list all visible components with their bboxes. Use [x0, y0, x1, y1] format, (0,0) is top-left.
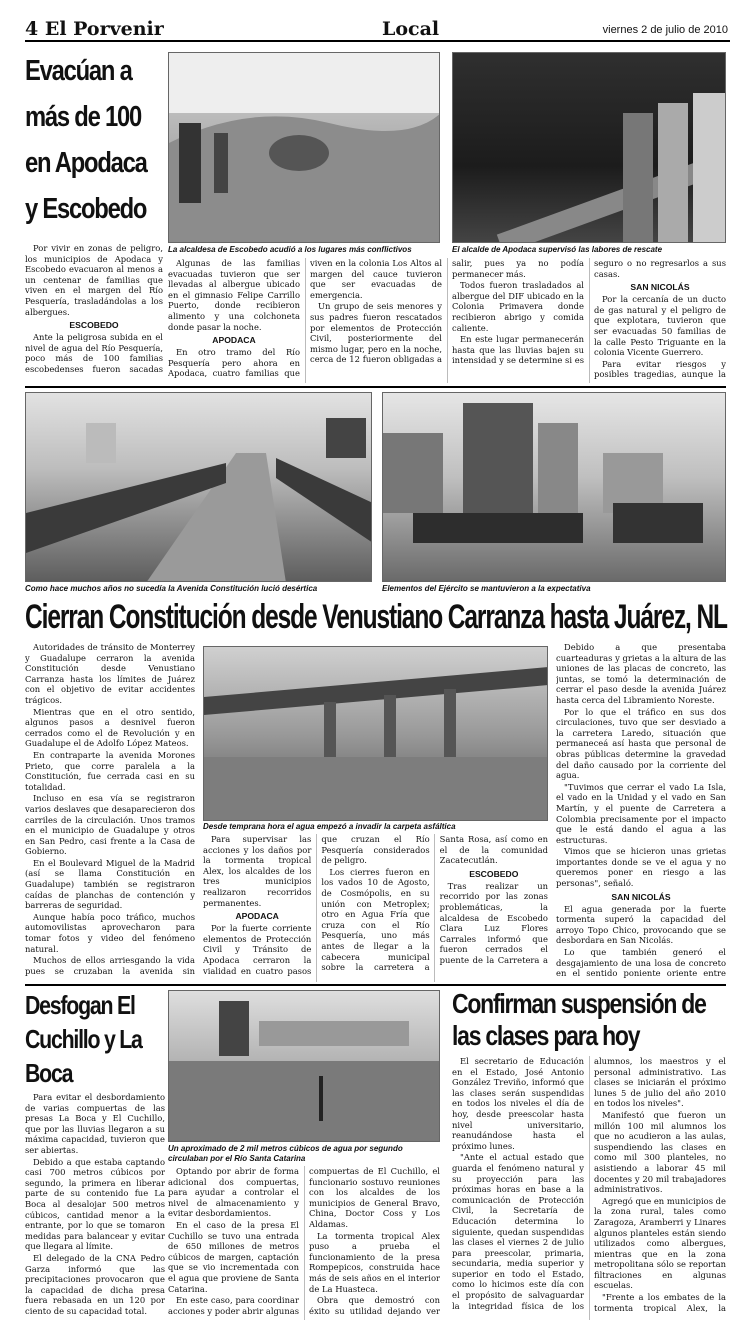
story1-sub-apodaca: APODACA: [212, 335, 256, 346]
story3-headline-box: [25, 988, 165, 1090]
story2-paragraph: Lo que también generó el desgajamiento de una losa de concreto en el sentido poniente oriente entre: [556, 947, 726, 979]
story3-columns-body: [168, 1166, 440, 1320]
story3-paragraph: Para evitar el desbordamiento de varias compuertas de las presas La Boca y El Cuchillo, que por las lluvias llegaron a su máxima capacidad, tuvieron que ser abiertas.: [25, 1092, 165, 1155]
story1-photo2-caption: El alcalde de Apodaca supervisó las labores de rescate: [452, 245, 663, 254]
story3-paragraph: El delegado de la CNA Pedro Garza informó que las precipitaciones provocaron que la capacidad de dicha presa fuera rebasada en un 120 por ciento de su capacidad total.: [25, 1252, 165, 1316]
story2-paragraph: El agua generada por la fuerte tormenta superó la capacidad del arroyo Topo Chico, provocando que se desbordara en San Nicolás.: [556, 903, 726, 946]
story4-paragraph: "Ante el actual estado que guarda el fenómeno natural y su proyección para las próximas horas en base a la comunicación de Protección Civil, la Secretaría de Educación determina lo siguiente, quedan suspendidas las clases el viernes 2 de julio para preescolar, primaria, secundaria, media superior y superior en todo el Estado, como lo hicimos este día con el propósito de salvaguardar la integridad física de los alumnos, los maestros y el personal administrativo. Las clases se iniciarán el próximo lunes 5 de julio del año 2010 en todos los niveles".: [452, 1056, 726, 1311]
story3-paragraph: En el caso de la presa El Cuchillo se tuvo una entrada de 650 millones de metros cúbicos de margen, captación que se vio incrementada con el agua que proviene de Santa Catarina.: [168, 1219, 299, 1294]
story1-paragraph: En este lugar permanecerán hasta que las lluvias bajen su intensidad y se determine si es seguro o no regresarlos a sus casas.: [452, 258, 726, 366]
story3-paragraph: En este caso, para coordinar acciones y poder abrir algunas compuertas de El Cuchillo, el funcionario sostuvo reuniones con los alcaldes de los municipios de General Bravo, China, Doctor Coss y Los Aldamas.: [168, 1166, 440, 1316]
story4-paragraph: Manifestó que fueron un millón 100 mil alumnos los que no acudieron a las aulas, suspendiendo las clases en como mil 300 planteles, no asistiendo a laborar 45 mil docentes y 20 mil trabajadores administrativos.: [594, 1109, 726, 1195]
story2-paragraph: Aunque había poco tráfico, muchos automovilistas aprovecharon para tomar fotos y video del fenómeno natural.: [25, 911, 195, 954]
story1-column-1: [25, 243, 163, 383]
story2-sub-apodaca: APODACA: [235, 911, 279, 922]
page-header: [25, 18, 730, 42]
story4-paragraph: El secretario de Educación en el Estado, José Antonio González Treviño, informó que las clases serán suspendidas en todos los niveles el día de hoy, desde preescolar hasta nivel universitario, reanudándose hasta el próximo lunes.: [452, 1056, 584, 1151]
story2-paragraph: Autoridades de tránsito de Monterrey y Guadalupe cerraron la avenida Constitución desde Venustiano Carranza hasta los límites de Juárez con el objetivo de evitar accidentes trágicos.: [25, 642, 195, 705]
story4-columns-body: [452, 1056, 726, 1320]
page-number-masthead: 4 El Porvenir: [25, 18, 164, 40]
story2-paragraph: Incluso en esa vía se registraron varios deslaves que desaparecieron dos carriles de la circulación. Unos tramos en el municipio de Guadalupe y otros en San Pedro, casi frente a la Casa de Gobierno.: [25, 793, 195, 857]
divider: [25, 984, 726, 986]
story2-paragraph: Mientras que en el otro sentido, algunos pasos a desnivel fueron cerrados como el de Revolución y en Guadalupe el de Adolfo López Mateos.: [25, 706, 195, 749]
story1-lead: Por vivir en zonas de peligro, los municipios de Apodaca y Escobedo evacuaron al menos a un centenar de familias que viven en el margen del Río Pesquería, trasladándolas a los albergues.: [25, 243, 163, 317]
story2-headline: Cierran Constitución desde Venustiano Carranza hasta Juárez, NL: [25, 598, 727, 636]
story1-columns-body: [168, 258, 726, 383]
issue-date: viernes 2 de julio de 2010: [602, 24, 728, 36]
story2-column-right: [556, 642, 726, 982]
story4-paragraph: Agregó que en municipios de la zona rural, tales como Zaragoza, Aramberri y Linares algunos planteles están siendo utilizados como albergues, mientras que en la zona metropolitana sólo se reportan filtraciones en algunas escuelas.: [594, 1195, 726, 1291]
story1-photo-escobedo: [168, 52, 440, 243]
story3-photo-caption: Un aproximado de 2 mil metros cúbicos de agua por segundo circulaban por el Río Santa Catarina: [168, 1144, 403, 1163]
story2-photo2-caption: Elementos del Ejército se mantuvieron a la expectativa: [382, 584, 591, 593]
story4-paragraph: "Frente a los embates de la tormenta tropical Alex, la: [594, 1292, 726, 1313]
story2-paragraph: "Tuvimos que cerrar el vado La Isla, el vado en la Unidad y el vado en San Martín, y el puente de Carretera a Colombia precisamente por el impacto que le está dando el agua a las estructuras.: [556, 781, 726, 845]
story1-paragraph: Por la cercanía de un ducto de gas natural y el peligro de que explotara, tuvieron que ser evacuadas 50 familias de la calle Pesto Triguante en la colonia Vicente Guerrero.: [594, 294, 726, 358]
story1-paragraph: Ante la peligrosa subida en el nivel de agua del Río Pesquería, poco más de 100 familias escobedenses fueron sacadas: [25, 332, 163, 374]
story2-column-1: [25, 642, 195, 982]
story2-photo1-caption: Como hace muchos años no sucedía la Avenida Constitución lució desértica: [25, 584, 318, 593]
story3-column-1: [25, 1092, 165, 1320]
story1-paragraph: Para evitar riesgos y posibles tragedias, aunque la: [594, 358, 726, 380]
story3-paragraph: Debido a que estaba captando casi 700 metros cúbicos por segundo, la primera en liberar parte de su contenido fue La Boca al desalojar 500 metros cúbicos, cantidad menor a la entrante, por lo que se tomaron medidas para balancear y evitar que llegara al límite.: [25, 1156, 165, 1252]
story1-paragraph: En otro tramo del Río Pesquería pero ahora en Apodaca, cuatro familias que viven en la colonia Los Altos al margen del cauce tuvieron que ser evacuadas de emergencia.: [168, 258, 442, 379]
story2-paragraph: Muchos de ellos arriesgando la vida pues se cruzaban la avenida sin: [25, 955, 195, 976]
story2-sub-san-nicolas: SAN NICOLÁS: [611, 891, 671, 902]
story2-paragraph: Para supervisar las acciones y los daños por la tormenta tropical Alex, los alcaldes de los tres municipios realizaron recorridos permanentes.: [203, 834, 312, 908]
story2-paragraph: Vimos que se hicieron unas grietas importantes donde se ve el agua y no queremos poner en riesgo a las personas", señaló.: [556, 846, 726, 889]
story2-columns-middle: [203, 834, 548, 982]
story1-paragraph: Un grupo de seis menores y sus padres fueron rescatados por elementos de Protección Civil, posteriormente del mismo lugar, pero en la noche, cerca de 12 fueron obligadas a salir, pues ya no podía permanecer más.: [310, 258, 584, 365]
story2-paragraph: Tras realizar un recorrido por las zonas problemáticas, la alcaldesa de Escobedo Clara Luz Flores Carrales informó que fueron cerrados el puente de la Carretera a: [439, 880, 548, 965]
story1-headline: Evacúan a más de 100 en Apodaca y Escobedo: [25, 55, 147, 225]
story2-paragraph: Por lo que el tráfico en sus dos circulaciones, tuvo que ser desviado a la carretera Laredo, situación que permaneceá así hasta que personal de obras públicas determine la gravedad del daño causado por la corriente del agua.: [556, 706, 726, 781]
story3-paragraph: La tormenta tropical Alex puso a prueba el funcionamiento de la presa Rompepicos, construida hace más de seis años en el interior de La Huasteca.: [309, 1230, 440, 1294]
story2-paragraph: En contraparte la avenida Morones Prieto, que corre paralela a la Constitución, fue cerrada casi en su totalidad.: [25, 749, 195, 792]
story2-sub-escobedo: ESCOBEDO: [469, 868, 519, 879]
story2-photo-bridge: [203, 646, 548, 821]
story4-headline-box: [452, 988, 730, 1052]
story1-paragraph: Algunas de las familias evacuadas tuvieron que ser llevadas al albergue ubicado en el gimnasio Felipe Carrillo Puerto, donde recibieron alimento y una colchoneta donde pasar la noche.: [168, 258, 300, 332]
story2-paragraph: En el Boulevard Miguel de la Madrid (así se llama Constitución en Guadalupe) también se registraron caídas de planchas de contención y barreras de seguridad.: [25, 857, 195, 911]
story4-headline: Confirman suspensión de las clases para hoy: [452, 988, 706, 1051]
story3-paragraph: Optando por abrir de forma adicional dos compuertas, para ayudar a controlar el nivel de almacenamiento y evitar desbordamientos.: [168, 1166, 299, 1219]
story3-paragraph: Obra que demostró con éxito su utilidad dejando ver: [309, 1295, 440, 1316]
story2-paragraph: Los cierres fueron en los vados 10 de Agosto, de Cosmópolis, en su unión con Metroplex; otro en Agua Fría que cruza con el Río Pesquería, uno más antes de llegar a la cabecera municipal sobre la carretera a Santa Rosa, así como en el de la comunidad Zacatecutlán.: [321, 834, 548, 973]
story1-photo1-caption: La alcaldesa de Escobedo acudió a los lugares más conflictivos: [168, 245, 412, 254]
story1-paragraph: Todos fueron trasladados al albergue del DIF ubicado en la Colonia Primavera donde recibieron abrigo y comida caliente.: [452, 280, 584, 333]
story3-photo-river: [168, 990, 440, 1142]
story2-headline-box: [25, 597, 730, 637]
divider: [25, 386, 726, 388]
story2-paragraph: Por la fuerte corriente elementos de Protección Civil y Tránsito de Apodaca cerraron la vialidad en cuatro pasos que cruzan el Río Pesquería considerados de peligro.: [203, 834, 430, 976]
story1-headline-box: [25, 48, 163, 240]
story1-sub-escobedo: ESCOBEDO: [69, 320, 119, 331]
story2-paragraph: Debido a que presentaba cuarteaduras y grietas a la altura de las uniones de las placas de concreto, las juntas, se tomó la determinación de cerrar el paso desde la avenida Juárez hasta cerca del Libramiento Noreste.: [556, 642, 726, 705]
story1-sub-san-nicolas: SAN NICOLÁS: [630, 282, 690, 293]
story3-headline: Desfogan El Cuchillo y La Boca: [25, 990, 142, 1088]
story2-photo-constitucion: [25, 392, 372, 582]
story1-photo-apodaca: [452, 52, 726, 243]
story2-photo3-caption: Desde temprana hora el agua empezó a invadir la carpeta asfáltica: [203, 822, 456, 831]
section-title: Local: [382, 18, 440, 40]
story2-photo-army: [382, 392, 726, 582]
